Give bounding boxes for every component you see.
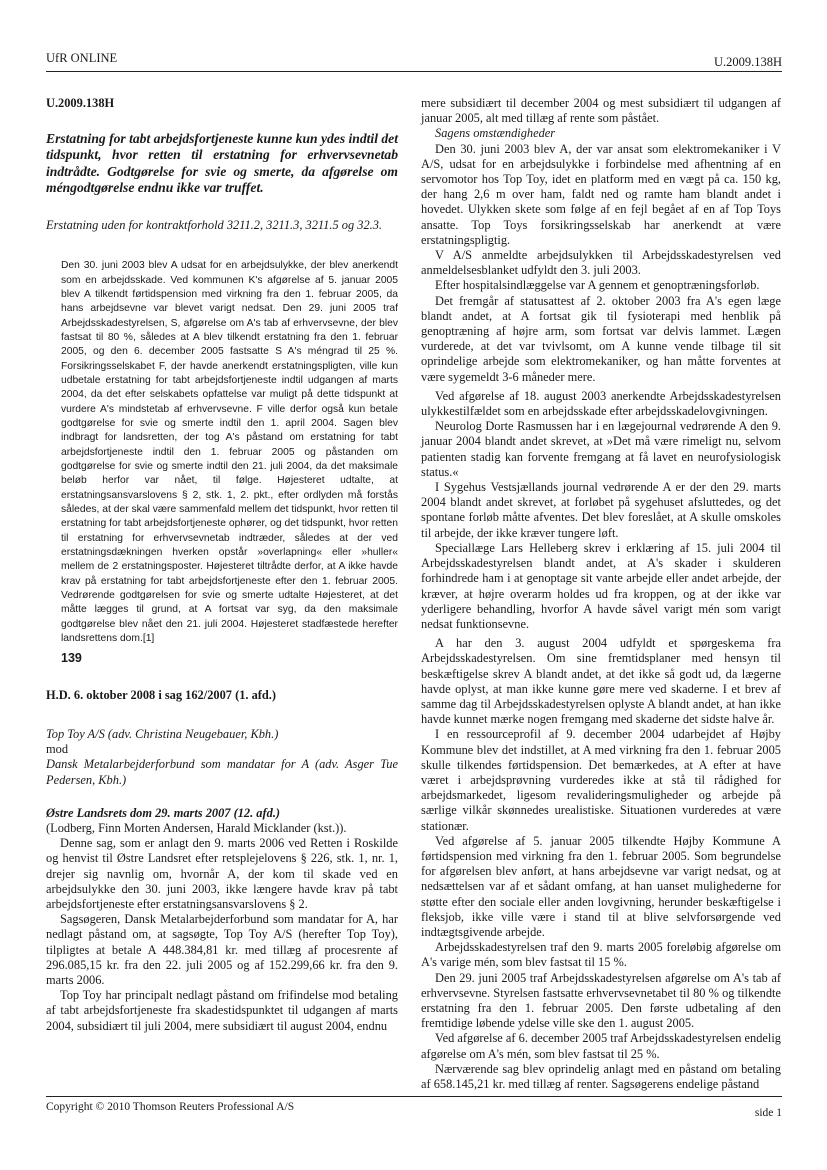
left-column [46,96,398,1034]
paragraph: Top Toy har principalt nedlagt påstand om frifindelse mod betaling af tabt arbejdsfortjeneste fra skadestidspunktet til udgangen af marts 2004, subsidiært til juli 2004, mere subsidiært til august 2004, endnu [46,988,398,1033]
paragraph: Denne sag, som er anlagt den 9. marts 2006 ved Retten i Roskilde og henvist til Østre Landsret efter retsplejelovens § 226, stk. 1, nr. 1, drejer sig navnlig om, hvornår A, der kom til skade ved en arbejdsulykke den 30. juni 2003, ikke længere havde krav på tabt arbejdsfortjeneste efter erstatningsansvarslovens § 2. [46,836,398,911]
case-reference: H.D. 6. oktober 2008 i sag 162/2007 (1. afd.) [46,687,277,702]
copyright-notice: Copyright © 2010 Thomson Reuters Professional A/S [46,1101,295,1113]
paragraph: I Sygehus Vestsjællands journal vedrørende A er der den 29. marts 2004 blandt andet skrevet, at forløbet på sygehuset afsluttedes, og det spontane forløb måtte afventes. Det blev foreslået, at A skulle omskoles til arbejde, der ikke kræver tungere løft. [421,480,781,540]
paragraph: Ved afgørelse af 5. januar 2005 tilkendte Højby Kommune A førtidspension med virkning fra den 1. februar 2005. Som begrundelse for afgørelsen blev anført, at hans arbejdsevne var varigt nedsat, og at nedsættelsen var af et sådant omfang, at han uanset mulighederne for støtte efter den sociale eller anden lovgivning, herunder beskæftigelse i fleksjob, ikke ville være i stand til at blive selvforsørgende ved indtægtsgivende arbejde. [421,833,781,939]
header-publication: UfR ONLINE [46,51,118,65]
paragraph: Ved afgørelse af 6. december 2005 traf Arbejdsskadestyrelsen endelig afgørelse om A's mén, som blev fastsat til 25 %. [421,1031,781,1061]
paragraph: Den 29. juni 2005 traf Arbejdsskadestyrelsen afgørelse om A's tab af erhvervsevne. Styrelsen fastsatte erhvervsevnetabet til 80 % og tilkendte erstatning fra den 1. februar 2005. Den første udbetaling af den fremtidige løbende ydelse ville ske den 1. august 2005. [421,970,781,1031]
paragraph: Neurolog Dorte Rasmussen har i en lægejournal vedrørende A den 9. januar 2004 blandt andet skrevet, at »Det må være rimeligt nu, selvom patienten stadig kan forvente fremgang at få lavet en neurofysiologisk status.« [421,419,781,479]
paragraph: Den 30. juni 2003 blev A, der var ansat som elektromekaniker i V A/S, udsat for en arbejdsulykke i forbindelse med afhentning af en servomotor hos Top Toy, idet en platform med en vægt på ca. 150 kg, der hang 2,6 m over ham, faldt ned og ramte ham blandt andet i hovedet. Ulykken skete som følge af en fejl begået af en af Top Toys ansatte. Top Toys forsikringsselskab har anerkendt at være erstatningspligtig. [421,141,781,247]
parties [46,727,398,788]
paragraph: Speciallæge Lars Helleberg skrev i erklæring af 15. juli 2004 til Arbejdsskadestyrelsen blandt andet, at A's skader i skulderen forhindrede ham i at genoptage sit vante arbejde eller andet arbejde, der kræver, at højre overarm holdes ud fra kroppen, og at der ikke var yderligere behandling, hvorfor A havde såvel varigt mén som varigt nedsat funktionsevne. [421,540,781,631]
paragraph: A har den 3. august 2004 udfyldt et spørgeskema fra Arbejdsskadestyrelsen. Om sine fremtidsplaner med hensyn til beskæftigelse skrev A blandt andet, at det ikke så godt ud, da lægerne havde oplyst, at man ikke kunne gøre mere ved skaderne. I et brev af samme dag til Arbejdsskadestyrelsen oplyste A blandt andet, at han ikke havde kunnet mærke nogen fremgang med skaderne det sidste halve år. [421,636,781,727]
paragraph: Efter hospitalsindlæggelse var A gennem et genoptræningsforløb. [435,278,760,293]
paragraph: Sagsøgeren, Dansk Metalarbejderforbund som mandatar for A, har nedlagt påstand om, at sagsøgte, Top Toy A/S (herefter Top Toy), tilpligtes at betale A 448.384,81 kr. med tillæg af procesrente af 296.085,15 kr. fra den 22. juli 2005 og af 152.299,66 kr. fra den 9. marts 2006. [46,912,398,987]
party-respondent: Dansk Metalarbejderforbund som mandatar for A (adv. Asger Tue Pedersen, Kbh.) [46,757,398,787]
footer-page-number: side 1 [754,1107,782,1119]
page-number: 139 [61,650,82,665]
versus-label: mod [46,742,69,757]
header-reference: U.2009.138H [713,55,782,69]
page-footer [46,1096,782,1119]
section-subheading: Sagens omstændigheder [435,126,556,141]
paragraph: Ved afgørelse af 18. august 2003 anerkendte Arbejdsskadestyrelsen ulykkestilfældet som en arbejdsskade efter arbejdsskadelovgivningen. [421,388,781,419]
paragraph: Nærværende sag blev oprindelig anlagt med en påstand om betaling af 658.145,21 kr. med tillæg af renter. Sagsøgerens endelige påstand [421,1061,781,1091]
headline: Erstatning for tabt arbejdsfortjeneste kunne kun ydes indtil det tidspunkt, hvor retten til erstatning for erhvervsevnetab indtrådte. Godtgørelse for svie og smerte, da afgørelse om méngodtgørelse endnu ikke var truffet. [46,131,398,195]
lower-court-heading: Østre Landsrets dom 29. marts 2007 (12. afd.) [46,805,281,820]
paragraph: V A/S anmeldte arbejdsulykken til Arbejdsskadestyrelsen ved anmeldelsesblanket udfyldt den 3. juli 2003. [421,248,781,278]
paragraph: I en ressourceprofil af 9. december 2004 udarbejdet af Højby Kommune blev det indstillet, at A med virkning fra den 1. februar 2005 skulle tilkendes førtidspension. Det bemærkedes, at A efter at have været i arbejdsprøvning vurderedes ikke at stå til rådighed for arbejdsmarkedet, ligesom revalideringsmuligheder og arbejde på særlige vilkår skønnedes urealistiske. Situationen vurderedes at være stationær. [421,727,781,833]
paragraph: Arbejdsskadestyrelsen traf den 9. marts 2005 foreløbig afgørelse om A's varige mén, som blev fastsat til 15 %. [421,940,781,970]
case-summary: Den 30. juni 2003 blev A udsat for en arbejdsulykke, der blev anerkendt som en arbejdsskade. Ved kommunen K's afgørelse af 5. januar 2005 blev A tilkendt førtidspension med virkning fra den 1. februar 2005, da hans arbejdsevne var blevet varigt nedsat. Den 29. juni 2005 traf Arbejdsskadestyrelsen, S, afgørelse om A's tab af erhvervsevne, der blev fastsat til 80 %, således at A blev tilkendt erstatning fra den 1. februar 2005, og den 6. december 2005 fastsatte S A's méngrad til 25 %. Forsikringsselskabet F, der havde anerkendt erstatningspligten, ville kun udbetale erstatning for tabt arbejdsfortjeneste indtil udgangen af marts 2004, da det efter selskabets opfattelse var muligt på dette tidspunkt at vurdere A's mindstetab af erhvervsevne. F ville derfor også kun betale godtgørelse for svie og smerte indtil den 1. april 2004. Sagen blev indbragt for landsretten, der tog A's påstand om erstatning for tabt arbejdsfortjeneste indtil den 1. februar 2005 og påstanden om godtgørelse for svie og smerte indtil den 21. juli 2004, da det maksimale beløb herfor var nået, til følge. Højesteret udtalte, at erstatningsansvarslovens § 2, stk. 1, 2. pkt., efter ordlyden må forstås således, at der skal være sammenfald mellem det tidspunkt, hvor retten til erstatning for tabt arbejdsfortjeneste ophører, og det tidspunkt, hvor retten til erstatning for erhvervsevnetab indtræder, således at der ved erstatningsdækningen hverken opstår »overlapning« eller »huller« mellem de 2 erstatningsposter. Højesteret tiltrådte derfor, at A ikke havde krav på erstatning for tabt arbejdsfortjeneste efter den 1. februar 2005. Vedrørende godtgørelsen for svie og smerte udtalte Højesteret, at det måtte lægges til grund, at A fortsat var syg, da den maksimale godtgørelse blev nået den 21. juli 2004. Højesteret stadfæstede herefter landsrettens dom.[1] [61,260,398,645]
right-column [421,96,781,1092]
topic-classification: Erstatning uden for kontraktforhold 3211.2, 3211.3, 3211.5 og 32.3. [46,218,383,233]
paragraph: Det fremgår af statusattest af 2. oktober 2003 fra A's egen læge blandt andet, at A fortsat gik til fysioterapi med henblik på genoptræning af højre arm, som fortsat var delvis lammet. Lægen vurderede, at det var tvivlsomt, om A kunne vende tilbage til sit oprindelige arbejde som elektromekaniker, og han måtte forventes at være sygemeldt 3-6 måneder mere. [421,293,781,384]
running-header [46,51,782,72]
party-appellant: Top Toy A/S (adv. Christina Neugebauer, Kbh.) [46,726,279,741]
paragraph: mere subsidiært til december 2004 og mest subsidiært til udgangen af januar 2005, alt med tillæg af rente som påstået. [421,96,781,126]
judges: (Lodberg, Finn Morten Andersen, Harald Micklander (kst.)). [46,820,347,835]
case-tag: U.2009.138H [46,96,115,110]
